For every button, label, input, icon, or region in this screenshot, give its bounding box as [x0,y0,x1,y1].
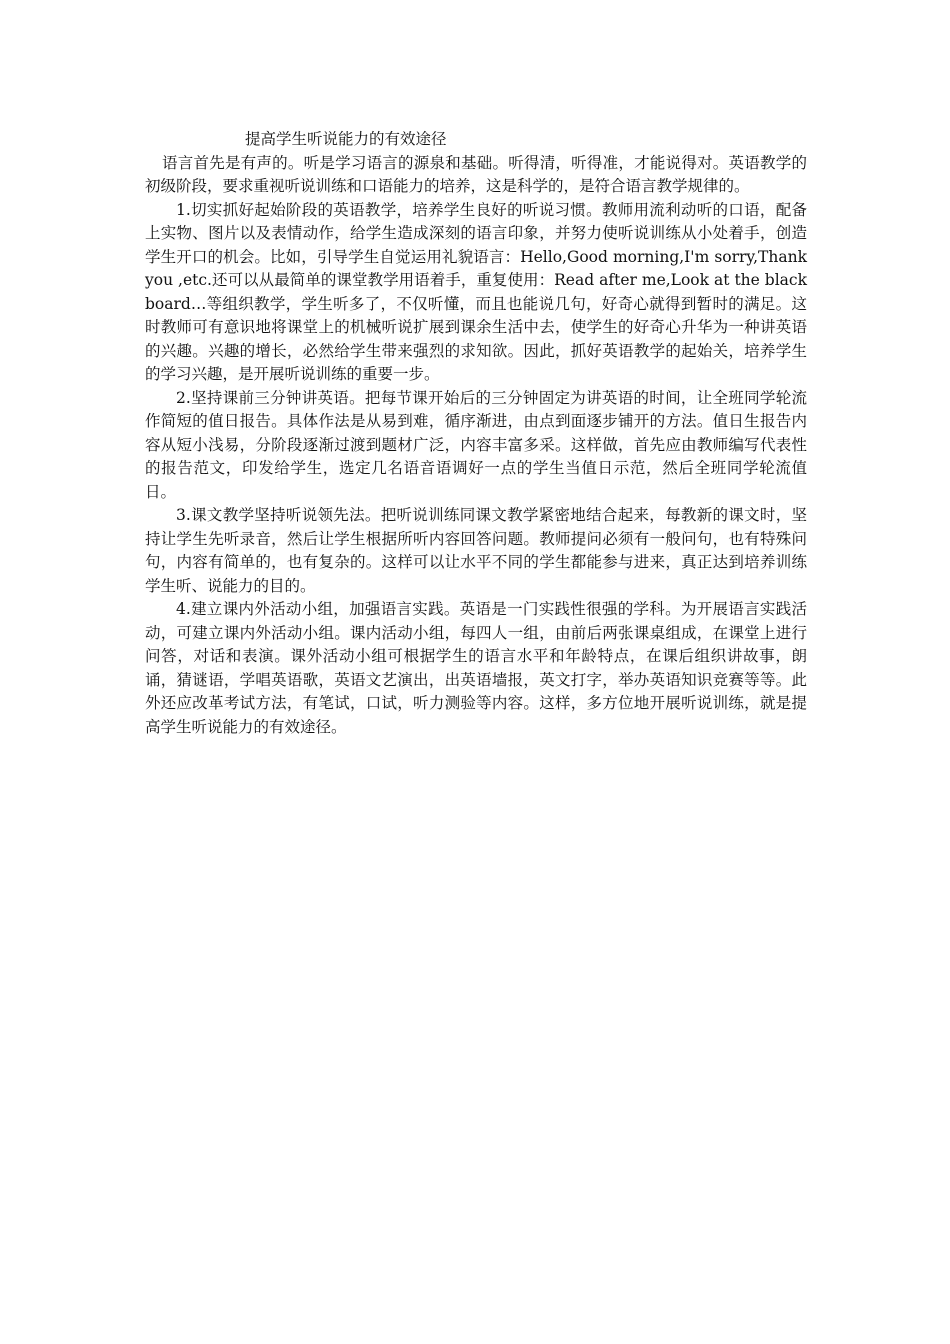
document-title: 提高学生听说能力的有效途径 [245,130,447,148]
paragraph-1: 1.切实抓好起始阶段的英语教学，培养学生良好的听说习惯。教师用流利动听的口语，配备上实物、图片以及表情动作，给学生造成深刻的语言印象，并努力使听说训练从小处着手，创造学生开口的机会。比如，引导学生自觉运用礼貌语言：Hello,Good morning,I'm sorry,Thank you ,etc.还可以从最简单的课堂教学用语着手，重复使用：Read after me,Look at the blackboard…等组织教学，学生听多了，不仅听懂，而且也能说几句，好奇心就得到暂时的满足。这时教师可有意识地将课堂上的机械听说扩展到课余生活中去，使学生的好奇心升华为一种讲英语的兴趣。兴趣的增长，必然给学生带来强烈的求知欲。因此，抓好英语教学的起始关，培养学生的学习兴趣，是开展听说训练的重要一步。 [145,200,807,383]
paragraph-4: 4.建立课内外活动小组，加强语言实践。英语是一门实践性很强的学科。为开展语言实践活动，可建立课内外活动小组。课内活动小组，每四人一组，由前后两张课桌组成，在课堂上进行问答，对话和表演。课外活动小组可根据学生的语言水平和年龄特点，在课后组织讲故事，朗诵，猜谜语，学唱英语歌，英语文艺演出，出英语墙报，英文打字，举办英语知识竞赛等等。此外还应改革考试方法，有笔试，口试，听力测验等内容。这样，多方位地开展听说训练，就是提高学生听说能力的有效途径。 [145,600,807,736]
document-body [145,128,807,739]
paragraph-2: 2.坚持课前三分钟讲英语。把每节课开始后的三分钟固定为讲英语的时间，让全班同学轮流作简短的值日报告。具体作法是从易到难，循序渐进，由点到面逐步铺开的方法。值日生报告内容从短小浅易，分阶段逐渐过渡到题材广泛，内容丰富多采。这样做，首先应由教师编写代表性的报告范文，印发给学生，选定几名语音语调好一点的学生当值日示范，然后全班同学轮流值日。 [145,388,807,501]
paragraph-3: 3.课文教学坚持听说领先法。把听说训练同课文教学紧密地结合起来，每教新的课文时，坚持让学生先听录音，然后让学生根据所听内容回答问题。教师提问必须有一般问句，也有特殊问句，内容有简单的，也有复杂的。这样可以让水平不同的学生都能参与进来，真正达到培养训练学生听、说能力的目的。 [145,506,807,595]
intro-paragraph: 语言首先是有声的。听是学习语言的源泉和基础。听得清，听得准，才能说得对。英语教学的初级阶段，要求重视听说训练和口语能力的培养，这是科学的，是符合语言教学规律的。 [145,153,807,195]
